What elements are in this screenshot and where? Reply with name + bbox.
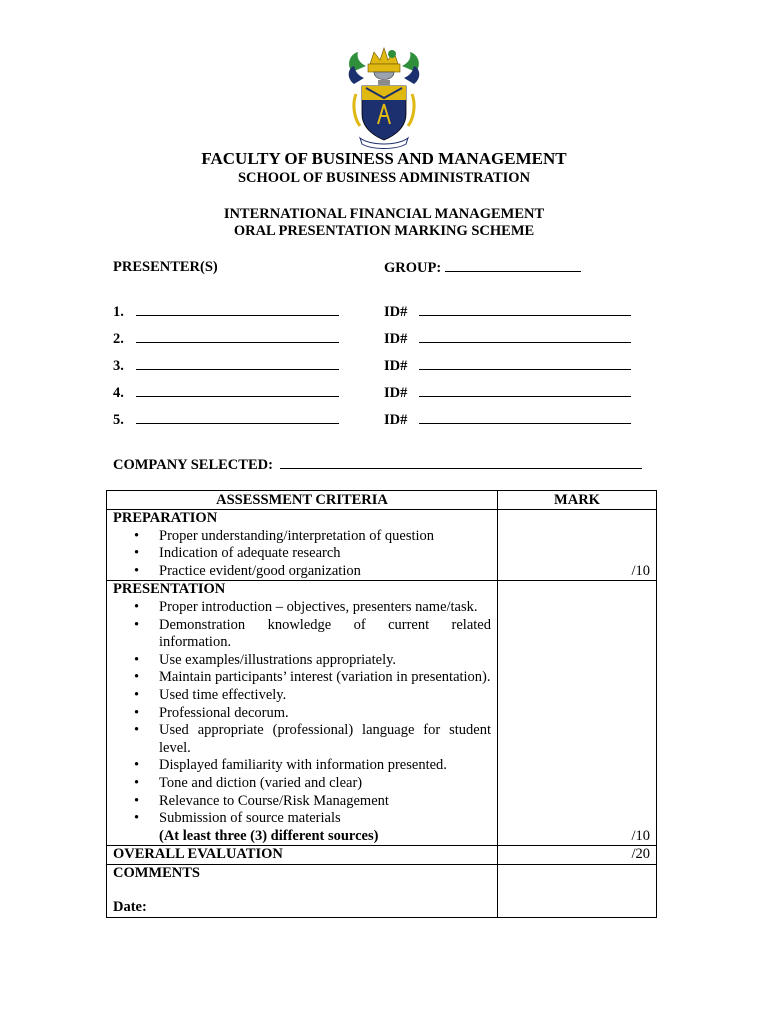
presenter-id-row-2 bbox=[384, 330, 631, 348]
presenter-number: 2. bbox=[113, 331, 124, 347]
source-materials-note: (At least three (3) different sources) bbox=[159, 827, 379, 844]
presenter-row-5 bbox=[113, 411, 339, 429]
presenter-id-line[interactable] bbox=[419, 384, 631, 397]
presenter-id-row-4 bbox=[384, 384, 631, 402]
group-field bbox=[384, 259, 581, 277]
mark-column-header: MARK bbox=[498, 491, 657, 510]
preparation-score: /10 bbox=[631, 562, 650, 579]
presenters-label: PRESENTER(S) bbox=[113, 259, 218, 275]
list-item: • Maintain participants’ interest (variation in presentation). bbox=[113, 669, 491, 687]
presenter-id-row-1 bbox=[384, 303, 631, 321]
course-title: INTERNATIONAL FINANCIAL MANAGEMENT bbox=[223, 206, 545, 222]
list-item: • Used time effectively. bbox=[113, 687, 491, 705]
id-label: ID# bbox=[384, 331, 408, 347]
list-item: • Practice evident/good organization bbox=[113, 563, 491, 581]
presenter-id-line[interactable] bbox=[419, 411, 631, 424]
date-label: Date: bbox=[113, 899, 147, 916]
university-crest-logo bbox=[344, 44, 424, 150]
preparation-row bbox=[107, 510, 657, 581]
presenter-row-1 bbox=[113, 303, 339, 321]
list-item: • Submission of source materials bbox=[113, 810, 491, 828]
list-item: • Used appropriate (professional) language for student level. bbox=[113, 722, 491, 757]
presenter-row-2 bbox=[113, 330, 339, 348]
table-header-row bbox=[107, 491, 657, 510]
presenter-id-line[interactable] bbox=[419, 357, 631, 370]
id-label: ID# bbox=[384, 358, 408, 374]
preparation-title: PREPARATION bbox=[113, 510, 218, 526]
presenter-name-line[interactable] bbox=[136, 330, 339, 343]
group-label: GROUP: bbox=[384, 260, 442, 276]
presenter-id-line[interactable] bbox=[419, 303, 631, 316]
presentation-title: PRESENTATION bbox=[113, 581, 226, 598]
comments-mark-cell[interactable] bbox=[498, 864, 657, 917]
company-input-line[interactable] bbox=[280, 456, 642, 469]
presenter-name-line[interactable] bbox=[136, 411, 339, 424]
list-item: • Relevance to Course/Risk Management bbox=[113, 793, 491, 811]
presenter-number: 1. bbox=[113, 304, 124, 320]
presentation-list bbox=[113, 599, 491, 845]
presenter-row-4 bbox=[113, 384, 339, 402]
comments-label: COMMENTS bbox=[113, 864, 200, 881]
company-field bbox=[113, 456, 642, 474]
presenter-name-line[interactable] bbox=[136, 303, 339, 316]
school-title: SCHOOL OF BUSINESS ADMINISTRATION bbox=[237, 170, 531, 186]
presenter-number: 3. bbox=[113, 358, 124, 374]
faculty-title: FACULTY OF BUSINESS AND MANAGEMENT bbox=[201, 149, 567, 168]
comments-row bbox=[107, 864, 657, 917]
group-input-line[interactable] bbox=[445, 259, 581, 272]
presentation-row bbox=[107, 581, 657, 846]
id-label: ID# bbox=[384, 304, 408, 320]
company-label: COMPANY SELECTED: bbox=[113, 457, 273, 473]
presenter-id-row-5 bbox=[384, 411, 631, 429]
preparation-list bbox=[113, 528, 491, 581]
list-item: • Demonstration knowledge of current related information. bbox=[113, 617, 491, 652]
list-item: • Displayed familiarity with information presented. bbox=[113, 757, 491, 775]
presentation-score: /10 bbox=[631, 827, 650, 844]
criteria-column-header: ASSESSMENT CRITERIA bbox=[107, 491, 498, 510]
presenter-number: 4. bbox=[113, 385, 124, 401]
document-title: ORAL PRESENTATION MARKING SCHEME bbox=[233, 223, 535, 239]
list-item: • Use examples/illustrations appropriately. bbox=[113, 652, 491, 670]
presenter-id-line[interactable] bbox=[419, 330, 631, 343]
overall-evaluation-label: OVERALL EVALUATION bbox=[107, 846, 498, 865]
list-item: • Indication of adequate research bbox=[113, 545, 491, 563]
id-label: ID# bbox=[384, 385, 408, 401]
preparation-criteria-cell bbox=[107, 510, 498, 581]
list-item: • Proper introduction – objectives, presenters name/task. bbox=[113, 599, 491, 617]
assessment-table bbox=[106, 490, 657, 918]
list-item: • Proper understanding/interpretation of question bbox=[113, 528, 491, 546]
overall-row bbox=[107, 846, 657, 865]
presenter-number: 5. bbox=[113, 412, 124, 428]
overall-score: /20 bbox=[631, 846, 650, 863]
presenter-id-row-3 bbox=[384, 357, 631, 375]
presenter-name-line[interactable] bbox=[136, 384, 339, 397]
presentation-mark-cell[interactable] bbox=[498, 581, 657, 846]
overall-mark-cell[interactable] bbox=[498, 846, 657, 865]
list-item: • Tone and diction (varied and clear) bbox=[113, 775, 491, 793]
list-item: • Professional decorum. bbox=[113, 705, 491, 723]
id-label: ID# bbox=[384, 412, 408, 428]
presenter-name-line[interactable] bbox=[136, 357, 339, 370]
comments-cell[interactable] bbox=[107, 864, 498, 917]
presenter-row-3 bbox=[113, 357, 339, 375]
presentation-criteria-cell bbox=[107, 581, 498, 846]
preparation-mark-cell[interactable] bbox=[498, 510, 657, 581]
